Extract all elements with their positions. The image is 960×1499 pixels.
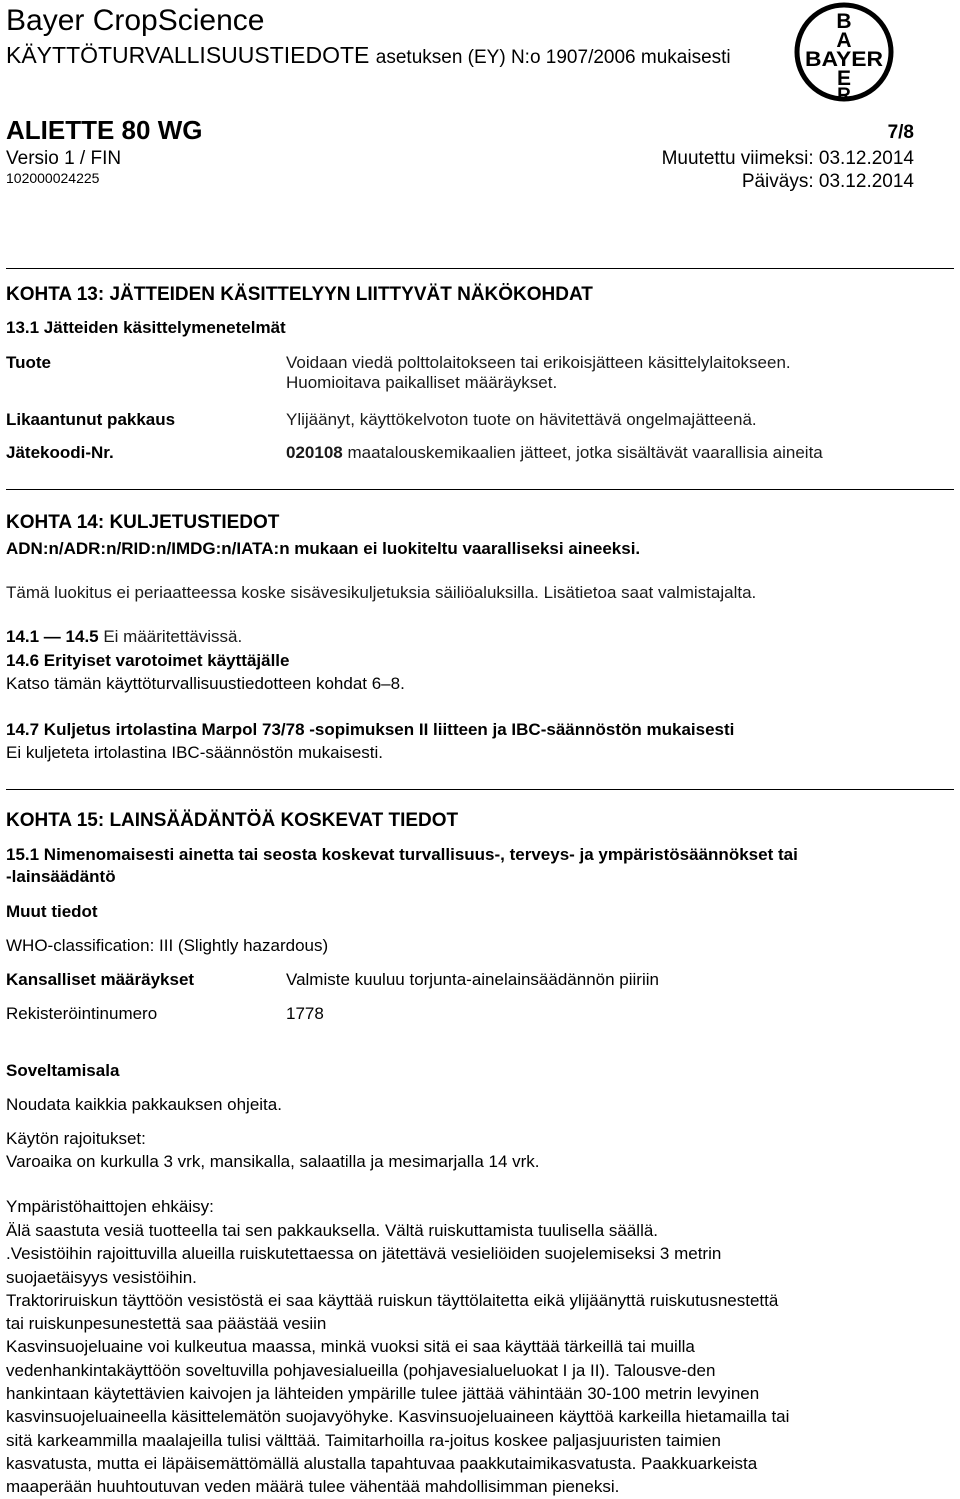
section-14-7-text: Ei kuljeteta irtolastina IBC-säännöstön mukaisesti. bbox=[6, 743, 384, 762]
document-type-regulation: asetuksen (EY) N:o 1907/2006 mukaisesti bbox=[375, 47, 731, 68]
version: Versio 1 / FIN bbox=[6, 148, 122, 169]
section-14-6-text: Katso tämän käyttöturvallisuustiedotteen kohdat 6–8. bbox=[6, 674, 405, 693]
environment-line: .Vesistöihin rajoittuvilla alueilla ruiskutettaessa on jätettävä vesieliöiden suojelemiseksi 3 metrin bbox=[6, 1244, 722, 1264]
environment-line: vedenhankintakäyttöön soveltuvilla pohjavesialueilla (pohjavesialueluokat I ja II). Talousve-den bbox=[6, 1360, 716, 1380]
section-13-title: KOHTA 13: JÄTTEIDEN KÄSITTELYYN LIITTYVÄT NÄKÖKOHDAT bbox=[6, 284, 593, 305]
waste-code: 020108 bbox=[286, 443, 343, 462]
environment-text bbox=[6, 1219, 936, 1499]
section-14-title: KOHTA 14: KULJETUSTIEDOT bbox=[6, 512, 280, 533]
section-15-title: KOHTA 15: LAINSÄÄDÄNTÖÄ KOSKEVAT TIEDOT bbox=[6, 810, 459, 831]
section-14-1-5-value: Ei määritettävissä. bbox=[98, 627, 243, 646]
national-regulations-label: Kansalliset määräykset bbox=[6, 970, 195, 989]
section-14-6-heading: 14.6 Erityiset varotoimet käyttäjälle bbox=[6, 651, 290, 670]
document-type bbox=[6, 42, 731, 69]
document-date: Päiväys: 03.12.2014 bbox=[741, 171, 914, 192]
environment-line: Kasvinsuojeluaine voi kulkeutua maassa, minkä vuoksi sitä ei saa käyttää tärkeillä tai muilla bbox=[6, 1337, 695, 1357]
document-number: 102000024225 bbox=[6, 170, 100, 186]
page-number: 7/8 bbox=[887, 122, 914, 143]
other-info-label: Muut tiedot bbox=[6, 902, 98, 921]
scope-text: Noudata kaikkia pakkauksen ohjeita. bbox=[6, 1095, 282, 1114]
environment-line: hankintaan käytettävien kaivojen ja lähteiden ympärille tulee jättää vähintään 30-100 metrin levyinen bbox=[6, 1384, 760, 1404]
environment-line: Älä saastuta vesiä tuotteella tai sen pakkauksella. Vältä ruiskuttamista tuulisella säällä. bbox=[6, 1221, 659, 1240]
section-divider bbox=[6, 268, 954, 269]
row-value-tuote-1: Voidaan viedä polttolaitokseen tai erikoisjätteen käsittelylaitokseen. bbox=[286, 353, 791, 372]
company-name: Bayer CropScience bbox=[6, 4, 265, 37]
bayer-logo bbox=[792, 0, 896, 104]
environment-line: Traktoriruiskun täyttöön vesistöstä ei saa käyttää ruiskun täyttölaitetta eikä ylijäänyttä ruiskutusnestettä bbox=[6, 1290, 779, 1310]
environment-line: kasvatusta, mutta ei läpäisemättömällä alustalla tapahtuvaa paakkutaimikasvatusta. Paakkuarkeista bbox=[6, 1453, 758, 1473]
section-divider bbox=[6, 789, 954, 790]
environment-line: maaperään huuhtoutuvan veden määrä tulee vähentää mahdollisimman pieneksi. bbox=[6, 1477, 620, 1497]
environment-line: sitä karkeammilla maalajeilla tulisi välttää. Taimitarhoilla ra-joitus koskee paljasjuuristen taimien bbox=[6, 1430, 721, 1450]
scope-label: Soveltamisala bbox=[6, 1061, 120, 1080]
waste-code-description: maatalouskemikaalien jätteet, jotka sisältävät vaarallisia aineita bbox=[342, 443, 823, 462]
section-14-7-heading: 14.7 Kuljetus irtolastina Marpol 73/78 -sopimuksen II liitteen ja IBC-säännöstön mukaisesti bbox=[6, 720, 735, 739]
section-14-1-5 bbox=[6, 627, 242, 647]
transport-note: Tämä luokitus ei periaatteessa koske sisävesikuljetuksia säiliöaluksilla. Lisätietoa saat valmistajalta. bbox=[6, 583, 757, 602]
national-regulations-value: Valmiste kuuluu torjunta-ainelainsäädännön piiriin bbox=[286, 970, 659, 989]
last-modified: Muutettu viimeksi: 03.12.2014 bbox=[661, 148, 914, 169]
registration-number: 1778 bbox=[286, 1004, 324, 1023]
section-15-1-heading-line1: 15.1 Nimenomaisesti ainetta tai seosta koskevat turvallisuus-, terveys- ja ympäristösäännökset tai bbox=[6, 845, 798, 864]
section-13-1-heading: 13.1 Jätteiden käsittelymenetelmät bbox=[6, 318, 286, 337]
logo-letter-a: A bbox=[836, 29, 852, 52]
row-label-tuote: Tuote bbox=[6, 353, 52, 372]
row-label-jatekoodi: Jätekoodi-Nr. bbox=[6, 443, 114, 462]
logo-letter-r: R bbox=[837, 85, 851, 104]
who-classification: WHO-classification: III (Slightly hazardous) bbox=[6, 936, 329, 955]
section-14-1-5-label: 14.1 — 14.5 bbox=[6, 627, 99, 646]
logo-letter-b: B bbox=[836, 10, 852, 33]
section-divider bbox=[6, 489, 954, 490]
environment-line: kasvinsuojeluaineella käsittelemätön suojavyöhyke. Kasvinsuojeluaineen käyttöä karkeilla hietamailla tai bbox=[6, 1407, 790, 1427]
environment-line: tai ruiskunpesunestettä saa päästää vesiin bbox=[6, 1314, 327, 1334]
document-type-main: KÄYTTÖTURVALLISUUSTIEDOTE bbox=[6, 42, 370, 68]
row-value-pakkaus: Ylijäänyt, käyttökelvoton tuote on hävitettävä ongelmajätteenä. bbox=[286, 410, 757, 429]
product-name: ALIETTE 80 WG bbox=[6, 115, 203, 145]
logo-letters-bayer: BAYER bbox=[805, 48, 883, 71]
row-value-tuote-2: Huomioitava paikalliset määräykset. bbox=[286, 373, 558, 392]
environment-label: Ympäristöhaittojen ehkäisy: bbox=[6, 1197, 214, 1216]
environment-line: suojaetäisyys vesistöihin. bbox=[6, 1267, 197, 1287]
row-label-pakkaus: Likaantunut pakkaus bbox=[6, 410, 176, 429]
row-value-jatekoodi bbox=[286, 443, 823, 463]
restrictions-label: Käytön rajoitukset: bbox=[6, 1129, 146, 1148]
logo-letter-e: E bbox=[836, 67, 852, 90]
section-15-1-heading-line2: -lainsäädäntö bbox=[6, 867, 116, 886]
restrictions-text: Varoaika on kurkulla 3 vrk, mansikalla, salaatilla ja mesimarjalla 14 vrk. bbox=[6, 1152, 540, 1171]
transport-classification: ADN:n/ADR:n/RID:n/IMDG:n/IATA:n mukaan ei luokiteltu vaaralliseksi aineeksi. bbox=[6, 539, 641, 558]
registration-label: Rekisteröintinumero bbox=[6, 1004, 158, 1023]
